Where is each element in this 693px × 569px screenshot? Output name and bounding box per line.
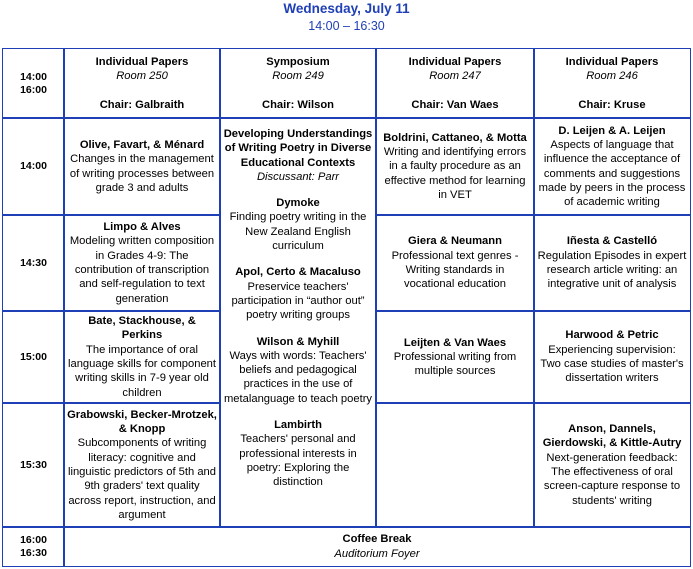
paper-authors: Dymoke [276, 197, 320, 210]
symposium-cell [219, 117, 377, 528]
paper-authors: Limpo & Alves [103, 221, 181, 234]
schedule-date: Wednesday, July 11 [283, 1, 410, 16]
session-type: Individual Papers [95, 56, 189, 68]
time-cell-1400: 14:00 [2, 117, 65, 216]
break-time-start: 16:00 [20, 533, 47, 546]
break-location: Auditorium Foyer [334, 547, 420, 560]
session-type: Symposium [266, 56, 330, 68]
session-header-room-249 [219, 48, 377, 119]
paper-authors: D. Leijen & A. Leijen [558, 124, 666, 137]
paper-cell [375, 117, 535, 216]
symposium-title: Developing Understandings of Writing Poetry in Diverse Educational Contexts [223, 128, 373, 169]
paper-authors: Olive, Favart, & Ménard [79, 138, 205, 151]
paper-title: Regulation Episodes in expert research article writing: an integrative unit of analysis [537, 249, 687, 291]
session-type: Individual Papers [565, 56, 659, 68]
paper-cell [63, 117, 221, 216]
paper-authors: Grabowski, Becker-Mrotzek, & Knopp [67, 408, 217, 436]
empty-cell [375, 402, 535, 528]
session-header-room-246 [533, 48, 691, 119]
session-room: Room 250 [116, 70, 168, 83]
paper-cell [533, 310, 691, 404]
session-chair: Chair: Galbraith [99, 98, 185, 111]
paper-authors: Lambirth [274, 419, 322, 432]
session-header-room-247 [375, 48, 535, 119]
paper-authors: Boldrini, Cattaneo, & Motta [383, 131, 527, 144]
paper-cell [375, 310, 535, 404]
paper-title: Next-generation feedback: The effectiveness of oral screen-capture response to students' writing [543, 451, 681, 507]
time-cell-1530: 15:30 [2, 402, 65, 528]
header-time-start: 14:00 [20, 70, 47, 83]
paper-authors: Wilson & Myhill [256, 335, 340, 348]
paper-title: Changes in the management of writing processes between grade 3 and adults [69, 153, 215, 194]
paper-cell [533, 402, 691, 528]
paper-title: The importance of oral language skills for component writing skills in 7-9 year old children [67, 343, 216, 399]
coffee-break-cell [63, 526, 691, 567]
paper-authors: Apol, Certo & Macaluso [235, 266, 361, 279]
session-chair: Chair: Wilson [262, 98, 334, 111]
break-time-end: 16:30 [20, 546, 47, 559]
paper-authors: Iñesta & Castelló [566, 235, 658, 248]
symposium-discussant: Discussant: Parr [256, 170, 340, 183]
session-chair: Chair: Kruse [578, 98, 646, 111]
paper-title: Aspects of language that influence the acceptance of comments and suggestions made by peers in the process of academic writing [538, 138, 686, 209]
paper-cell [63, 214, 221, 312]
paper-title: Professional writing from multiple sources [393, 350, 517, 378]
schedule-time-range: 14:00 – 16:30 [308, 19, 385, 33]
header-time-cell [2, 48, 65, 119]
paper-authors: Harwood & Petric [565, 329, 659, 342]
session-type: Individual Papers [408, 56, 502, 68]
session-header-room-250 [63, 48, 221, 119]
session-chair: Chair: Van Waes [411, 98, 499, 111]
paper-cell [63, 310, 221, 404]
header-time-end: 16:00 [20, 83, 47, 96]
paper-title: Writing and identifying errors in a faulty procedure as an effective method for learning in VET [383, 146, 527, 201]
paper-title: Finding poetry writing in the New Zealand English curriculum [229, 211, 367, 253]
paper-title: Professional text genres - Writing standards in vocational education [391, 249, 519, 291]
paper-authors: Bate, Stackhouse, & Perkins [88, 315, 196, 342]
paper-cell [375, 214, 535, 312]
paper-cell [533, 214, 691, 312]
break-time-cell [2, 526, 65, 567]
session-room: Room 246 [586, 70, 638, 83]
paper-cell [63, 402, 221, 528]
paper-authors: Anson, Dannels, Gierdowski, & Kittle-Autry [542, 423, 682, 450]
paper-title: Preservice teachers' participation in “author out” poetry writing groups [231, 280, 365, 322]
paper-authors: Giera & Neumann [408, 235, 502, 248]
paper-title: Teachers' personal and professional interests in poetry: Exploring the distinction [239, 433, 357, 489]
break-title: Coffee Break [342, 533, 412, 546]
session-room: Room 247 [429, 70, 481, 83]
time-cell-1500: 15:00 [2, 310, 65, 404]
session-room: Room 249 [272, 70, 324, 83]
paper-title: Experiencing supervision: Two case studies of master's dissertation writers [540, 343, 684, 385]
paper-title: Modeling written composition in Grades 4-9: The contribution of transcription and self-regulation to text generation [69, 235, 215, 305]
time-cell-1430: 14:30 [2, 214, 65, 312]
paper-title: Subcomponents of writing literacy: cognitive and linguistic predictors of 5th and 9th graders' text quality across report, instruction, and argument [67, 437, 216, 521]
paper-authors: Leijten & Van Waes [403, 336, 507, 349]
paper-title: Ways with words: Teachers' beliefs and pedagogical practices in the use of metalanguage to teach poetry [223, 349, 373, 405]
paper-cell [533, 117, 691, 216]
